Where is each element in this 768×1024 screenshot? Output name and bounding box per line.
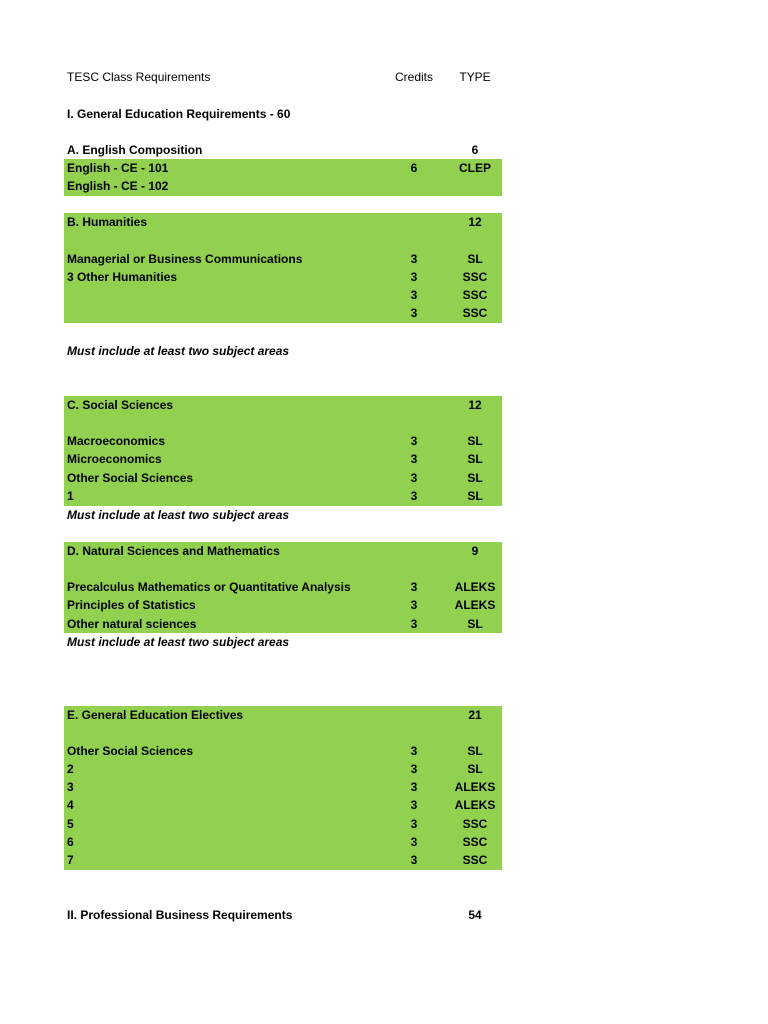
- row-type: SSC: [462, 270, 488, 284]
- group-total: 12: [468, 398, 482, 412]
- note-text: Must include at least two subject areas: [67, 635, 290, 649]
- row-type: SSC: [462, 288, 488, 302]
- row-credits: 3: [410, 598, 418, 612]
- row-credits: 3: [410, 798, 418, 812]
- table-row: [64, 469, 502, 487]
- group-total: 12: [468, 215, 482, 229]
- row-type: [445, 177, 505, 195]
- row-type: ALEKS: [454, 780, 496, 794]
- row-label: 1: [67, 489, 74, 503]
- row-credits: 3: [410, 270, 418, 284]
- type-header: TYPE: [459, 70, 491, 84]
- table-row: [64, 268, 502, 286]
- group-header-social: [64, 396, 502, 414]
- row-credits: 3: [410, 817, 418, 831]
- table-row: [64, 578, 502, 596]
- row-type: SSC: [462, 306, 488, 320]
- row-credits: 3: [410, 580, 418, 594]
- row-credits: 3: [410, 853, 418, 867]
- row-type: ALEKS: [454, 598, 496, 612]
- section-heading: [64, 906, 502, 924]
- row-type: ALEKS: [454, 580, 496, 594]
- group-header-natural: [64, 542, 502, 560]
- row-label: Principles of Statistics: [67, 598, 196, 612]
- table-row: [64, 778, 502, 796]
- row-label: 5: [67, 817, 74, 831]
- section-total: 54: [468, 908, 482, 922]
- row-credits: 3: [410, 452, 418, 466]
- row-type: SL: [467, 489, 483, 503]
- row-credits: 3: [410, 617, 418, 631]
- row-credits: 3: [410, 252, 418, 266]
- group-header-english: [64, 141, 502, 159]
- section-heading: [64, 105, 502, 123]
- row-type: SL: [467, 434, 483, 448]
- row-type: SSC: [462, 835, 488, 849]
- table-row: [64, 851, 502, 869]
- row-credits: 3: [410, 434, 418, 448]
- group-header-humanities: [64, 213, 502, 231]
- row-credits: [394, 177, 434, 195]
- row-credits: 3: [410, 780, 418, 794]
- table-row: [64, 250, 502, 268]
- note-row: [64, 342, 502, 360]
- table-row: [64, 596, 502, 614]
- group-header-electives: [64, 706, 502, 724]
- row-type: SL: [467, 744, 483, 758]
- row-label: English - CE - 102: [67, 179, 169, 193]
- row-label: Precalculus Mathematics or Quantitative Analysis: [67, 580, 351, 594]
- table-row: [64, 833, 502, 851]
- row-label: 7: [67, 853, 74, 867]
- group-title: C. Social Sciences: [67, 398, 174, 412]
- group-title: E. General Education Electives: [67, 708, 244, 722]
- sheet-title: TESC Class Requirements: [67, 70, 211, 84]
- row-credits: 3: [410, 762, 418, 776]
- row-type: SL: [467, 471, 483, 485]
- row-label: 2: [67, 762, 74, 776]
- note-row: [64, 506, 502, 524]
- table-row: [64, 177, 502, 195]
- group-total: 9: [471, 544, 479, 558]
- table-row: [64, 742, 502, 760]
- table-row: [64, 815, 502, 833]
- row-label: Other natural sciences: [67, 617, 197, 631]
- note-text: Must include at least two subject areas: [67, 344, 290, 358]
- table-row: [64, 615, 502, 633]
- table-row: [64, 286, 502, 304]
- row-label: English - CE - 101: [67, 161, 169, 175]
- row-label: 3: [67, 780, 74, 794]
- credits-header: Credits: [394, 70, 433, 84]
- table-row: [64, 760, 502, 778]
- row-type: SL: [467, 452, 483, 466]
- group-title: A. English Composition: [67, 143, 203, 157]
- group-total: 6: [471, 143, 479, 157]
- note-row: [64, 633, 502, 651]
- row-type: CLEP: [458, 161, 491, 175]
- row-type: SSC: [462, 817, 488, 831]
- row-credits: 6: [410, 161, 418, 175]
- group-title: D. Natural Sciences and Mathematics: [67, 544, 280, 558]
- row-type: SL: [467, 762, 483, 776]
- row-label: 6: [67, 835, 74, 849]
- row-type: SSC: [462, 853, 488, 867]
- group-total: 21: [468, 708, 482, 722]
- group-title: B. Humanities: [67, 215, 148, 229]
- row-label: Other Social Sciences: [67, 471, 194, 485]
- row-credits: 3: [410, 835, 418, 849]
- table-row: [64, 304, 502, 322]
- section-title: II. Professional Business Requirements: [67, 908, 293, 922]
- table-row: [64, 159, 502, 177]
- table-row: [64, 432, 502, 450]
- row-credits: 3: [410, 489, 418, 503]
- row-label: 3 Other Humanities: [67, 270, 178, 284]
- row-label: 4: [67, 798, 74, 812]
- table-row: [64, 796, 502, 814]
- row-label: Managerial or Business Communications: [67, 252, 303, 266]
- row-credits: 3: [410, 306, 418, 320]
- row-label: Other Social Sciences: [67, 744, 194, 758]
- row-credits: 3: [410, 744, 418, 758]
- row-label: Microeconomics: [67, 452, 162, 466]
- row-type: SL: [467, 252, 483, 266]
- section-title: I. General Education Requirements - 60: [67, 107, 291, 121]
- row-label: Macroeconomics: [67, 434, 166, 448]
- note-text: Must include at least two subject areas: [67, 508, 290, 522]
- row-type: ALEKS: [454, 798, 496, 812]
- row-credits: 3: [410, 471, 418, 485]
- table-row: [64, 487, 502, 505]
- row-type: SL: [467, 617, 483, 631]
- table-row: [64, 450, 502, 468]
- header-row: [64, 68, 502, 86]
- row-credits: 3: [410, 288, 418, 302]
